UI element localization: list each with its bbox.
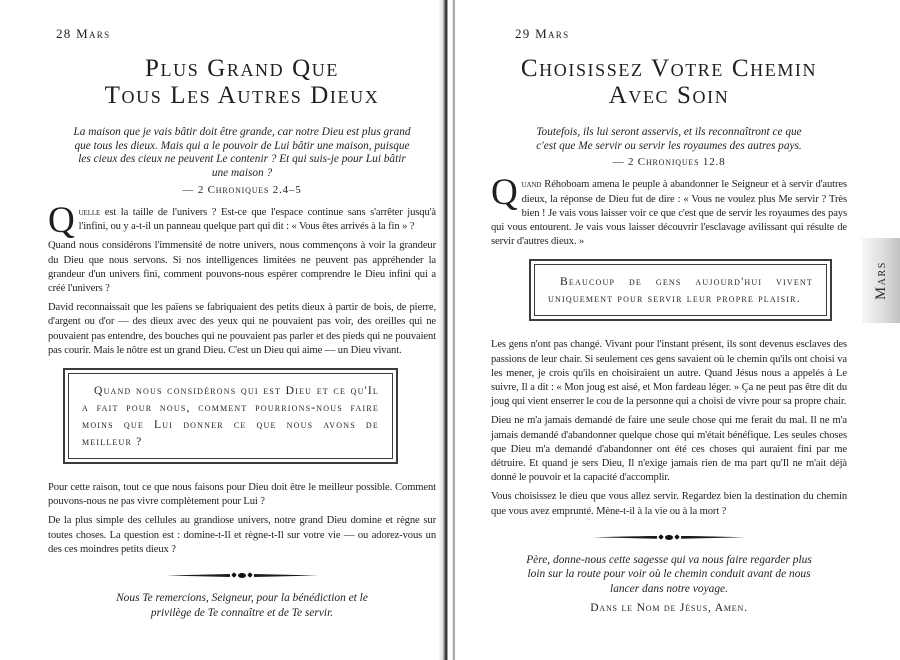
body-text <box>491 172 847 249</box>
callout-text: Beaucoup de gens aujourd'hui vivent uniquement pour servir leur propre plaisir. <box>548 275 813 306</box>
body-paragraph: De la plus simple des cellules au grandiose univers, notre grand Dieu domine et règne sur toutes choses. La question est : domine-t-Il et règne-t-Il sur votre vie — ou adorez-vous un des ces moindres petits dieux ? <box>48 515 436 555</box>
callout-box <box>534 264 827 316</box>
page-title-line2: Tous Les Autres Dieux <box>104 81 380 109</box>
scripture-reference: — 2 Chroniques 2.4–5 <box>182 183 302 196</box>
lead-word-small-caps: uand <box>521 179 542 191</box>
drop-cap: Q <box>491 172 518 214</box>
divider-line-icon <box>254 574 318 577</box>
book-gutter-line <box>438 0 458 660</box>
paragraph-text: est la taille de l'univers ? Est-ce que l'espace continue sans s'arrêter jusqu'à l'infini, ou y a-t-il un panneau quelque part qui dit : « Vous êtes arrivés à la fin » ? <box>78 206 436 233</box>
body-paragraph: David reconnaissait que les païens se fabriquaient des petits dieux à partir de bois, de pierre, d'argent ou d'or — des dieux avec des yeux qui ne pouvaient pas voir, des oreilles qui ne pouvaient pas entendre, des bouches qui ne pouvaient pas parler et des pieds qui ne pouvaient pas courir. Mais le nôtre est un grand Dieu. C'est un Dieu qui aime — un Dieu vivant. <box>48 302 436 356</box>
drop-cap: Q <box>48 199 75 241</box>
body-paragraph <box>48 199 436 241</box>
section-divider <box>48 573 436 578</box>
scripture-epigraph: La maison que je vais bâtir doit être grande, car notre Dieu est plus grand que tous les dieux. Mais qui a le pouvoir de Lui bâtir une maison, puisque les cieux des cieux ne peuvent Le contenir ? Et qui suis-je pour Lui bâtir une maison ? <box>73 125 411 180</box>
page-title <box>48 56 436 109</box>
scripture-epigraph: Toutefois, ils lui seront asservis, et ils reconnaîtront ce que c'est que Me servir ou servir les royaumes des autres pays. <box>536 125 802 152</box>
devotional-page-left <box>48 0 436 620</box>
page-title-line1: Choisissez Votre Chemin <box>520 55 818 82</box>
body-paragraph: Les gens n'ont pas changé. Vivant pour l'instant présent, ils sont devenus esclaves des passions de leur chair. Si seulement ces gens savaient où le chemin qu'ils ont choisi va les mener, je crois qu'ils en choisiraient un autre. Quand Jésus nous a appelés à Le suivre, Il a dit : « Mon joug est aisé, et Mon fardeau léger. » Ça ne peut pas être dit du joug qui vient enserrer le cou de la personne qui a choisi de vivre pour sa propre chair. <box>491 339 847 408</box>
callout-box <box>68 373 393 459</box>
date-heading: 28 Mars <box>56 26 111 41</box>
prayer-closing-line: Dans le Nom de Jésus, Amen. <box>590 600 748 614</box>
divider-line-icon <box>166 574 230 577</box>
page-title <box>491 56 847 109</box>
body-paragraph: Dieu ne m'a jamais demandé de faire une seule chose qui me ferait du mal. Il ne m'a jamais demandé d'abandonner quelque chose qui m'était bénéfique. Les seules choses que Dieu m'a demandé d'abandonner ont été ces choses qui auraient fini par me détruire. Et quand je sers Dieu, Il n'exige jamais rien de ma part qu'Il ne m'ait déjà donné le pouvoir et la capacité d'accomplir. <box>491 415 847 484</box>
closing-prayer: Père, donne-nous cette sagesse qui va nous faire regarder plus loin sur la route pour voir où le chemin conduit avant de nous lancer dans notre voyage. <box>526 553 812 595</box>
body-text <box>491 338 847 518</box>
date-heading: 29 Mars <box>515 26 570 41</box>
body-paragraph: Pour cette raison, tout ce que nous faisons pour Dieu doit être le meilleur possible. Comment pouvons-nous ne pas vivre complètement pour Lui ? <box>48 481 436 508</box>
divider-line-icon <box>593 536 657 539</box>
divider-ornament-icon <box>659 535 679 540</box>
month-tab-label: Mars <box>872 261 889 300</box>
scripture-reference: — 2 Chroniques 12.8 <box>612 156 726 169</box>
month-tab-mars[interactable] <box>862 238 900 323</box>
lead-word-small-caps: uelle <box>78 206 101 218</box>
divider-ornament-icon <box>232 573 252 578</box>
page-title-line2: Avec Soin <box>608 81 730 109</box>
paragraph-text: Réhoboam amena le peuple à abandonner le Seigneur et à servir d'autres dieux, la réponse de Dieu fut de dire : « Vous ne voulez plus Me servir ? Très bien ! Je vais vous laisser voir ce que c'est que de servir les royaumes des pays qui vous entourent. Je vais vous laisser découvrir l'esclavage avilissant qui résulte de servir d'autres dieux. » <box>491 179 847 248</box>
closing-prayer: Nous Te remercions, Seigneur, pour la bénédiction et le privilège de Te connaître et de Te servir. <box>116 591 368 619</box>
body-text <box>48 481 436 557</box>
body-paragraph: Quand nous considérons l'immensité de notre univers, nous commençons à voir la grandeur du Dieu que nous servons. Si nos intelligences limitées ne peuvent pas appréhender la grandeur d'un univers fini, comment pouvons-nous espérer comprendre le Dieu infini qui a créé l'univers ? <box>48 240 436 294</box>
body-paragraph <box>491 172 847 249</box>
page-title-line1: Plus Grand Que <box>145 55 339 82</box>
section-divider <box>491 535 847 540</box>
body-text <box>48 199 436 358</box>
divider-line-icon <box>681 536 745 539</box>
devotional-page-right <box>491 0 847 614</box>
body-paragraph: Vous choisissez le dieu que vous allez servir. Regardez bien la destination du chemin que vous avez emprunté. Mène-t-il à la vie ou à la mort ? <box>491 491 847 517</box>
callout-text: Quand nous considérons qui est Dieu et ce qu'Il a fait pour nous, comment pourrions-nous faire moins que Lui donner ce que nous avons de meilleur ? <box>82 383 379 448</box>
